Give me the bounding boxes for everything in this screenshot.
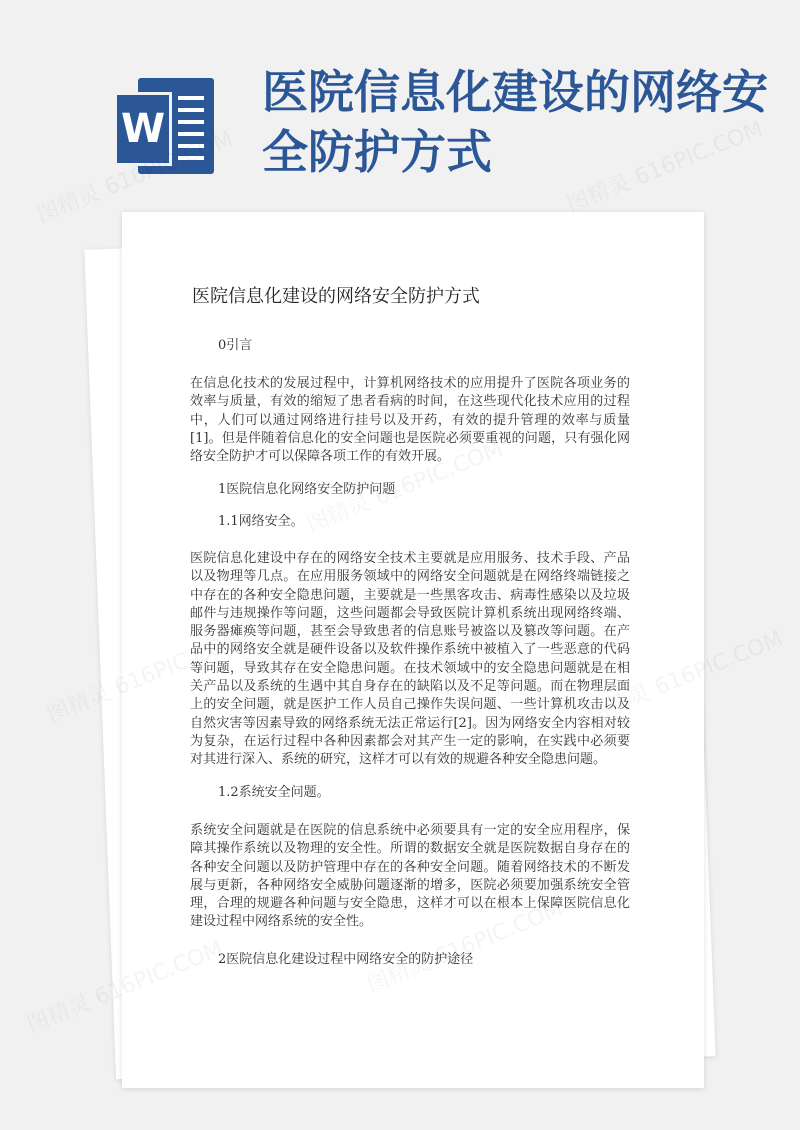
- page-title: 医院信息化建设的网络安全防护方式: [262, 65, 768, 179]
- heading-section-1-1: 1.1网络安全。: [218, 514, 304, 529]
- page-header: [0, 0, 800, 200]
- heading-section-1: 1医院信息化网络安全防护问题: [218, 482, 396, 497]
- heading-intro: 0引言: [218, 338, 253, 353]
- document-title: 医院信息化建设的网络安全防护方式: [192, 286, 480, 307]
- word-document-icon: [104, 78, 214, 174]
- paragraph-system-security: 系统安全问题就是在医院的信息系统中必须要具有一定的安全应用程序，保障其操作系统以及物理的安全性。所谓的数据安全就是医院数据自身存在的各种安全问题以及防护管理中存在的各种安全问题。随着网络技术的不断发展与更新，各种网络安全威胁问题逐渐的增多，医院必须要加强系统安全管理，合理的规避各种问题与安全隐患，这样才可以在根本上保障医院信息化建设过程中网络系统的安全性。: [190, 823, 630, 930]
- document-page: [122, 212, 704, 1088]
- paragraph-intro: 在信息化技术的发展过程中，计算机网络技术的应用提升了医院各项业务的效率与质量，有效的缩短了患者看病的时间，在这些现代化技术应用的过程中，人们可以通过网络进行挂号以及开药，有效的提升管理的效率与质量[1]。但是伴随着信息化的安全问题也是医院必须要重视的问题，只有强化网络安全防护才可以保障各项工作的有效开展。: [190, 376, 630, 465]
- paragraph-network-security: 医院信息化建设中存在的网络安全技术主要就是应用服务、技术手段、产品以及物理等几点。在应用服务领域中的网络安全问题就是在网络终端链接之中存在的各种安全隐患问题，主要就是一些黑客攻击、病毒性感染以及垃圾邮件与违规操作等问题，这些问题都会导致医院计算机系统出现网络终端、服务器瘫痪等问题，甚至会导致患者的信息账号被盗以及篡改等问题。在产品中的网络安全就是硬件设备以及软件操作系统中被植入了一些恶意的代码等问题，导致其存在安全隐患问题。在技术领域中的安全隐患问题就是在相关产品以及系统的生遇中其自身存在的缺陷以及不足等问题。而在物理层面上的安全问题，就是医护工作人员自己操作失误问题、一些计算机攻击以及自然灾害等因素导致的网络系统无法正常运行[2]。因为网络安全内容相对较为复杂，在运行过程中各种因素都会对其产生一定的影响，在实践中必须要对其进行深入、系统的研究，这样才可以有效的规避各种安全隐患问题。: [190, 551, 630, 768]
- heading-section-2: 2医院信息化建设过程中网络安全的防护途径: [218, 952, 474, 967]
- word-icon-letter: W: [114, 92, 172, 166]
- heading-section-1-2: 1.2系统安全问题。: [218, 785, 330, 800]
